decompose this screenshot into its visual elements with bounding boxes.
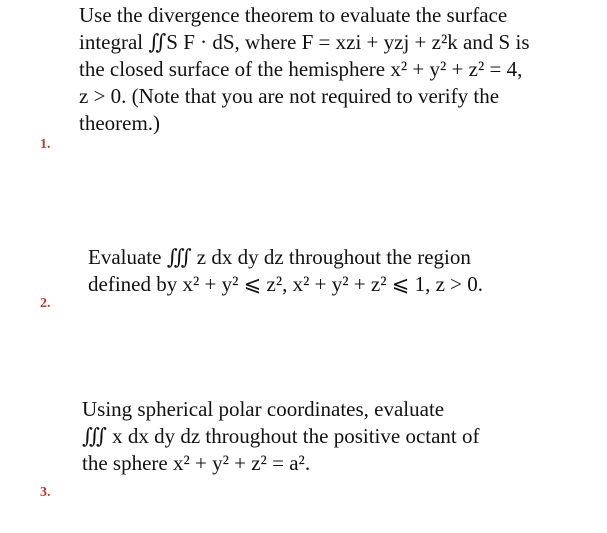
problem-1-line: Use the divergence theorem to evaluate the surface [79,3,508,27]
problem-2-text [88,244,483,298]
problem-2-number: 2. [40,296,51,311]
problem-1-line: z > 0. (Note that you are not required to verify the [79,84,500,108]
problem-1-line: the closed surface of the hemisphere x² + y² + z² = 4, [79,57,523,81]
problem-1-number: 1. [40,137,51,152]
problem-3-line: ∭ x dx dy dz throughout the positive octant of [82,424,480,448]
problem-3-text [82,396,480,477]
problem-3-number: 3. [40,485,51,500]
problem-3-line: the sphere x² + y² + z² = a². [82,451,311,475]
problem-3-line: Using spherical polar coordinates, evaluate [82,397,445,421]
problem-1-line: theorem.) [79,111,161,135]
problem-2-line: Evaluate ∭ z dx dy dz throughout the region [88,245,471,269]
problem-2-line: defined by x² + y² ⩽ z², x² + y² + z² ⩽ 1, z > 0. [88,272,484,296]
problem-1-text [79,2,530,137]
problem-1-line: integral ∬S F · dS, where F = xzi + yzj + z²k and S is [79,30,530,54]
